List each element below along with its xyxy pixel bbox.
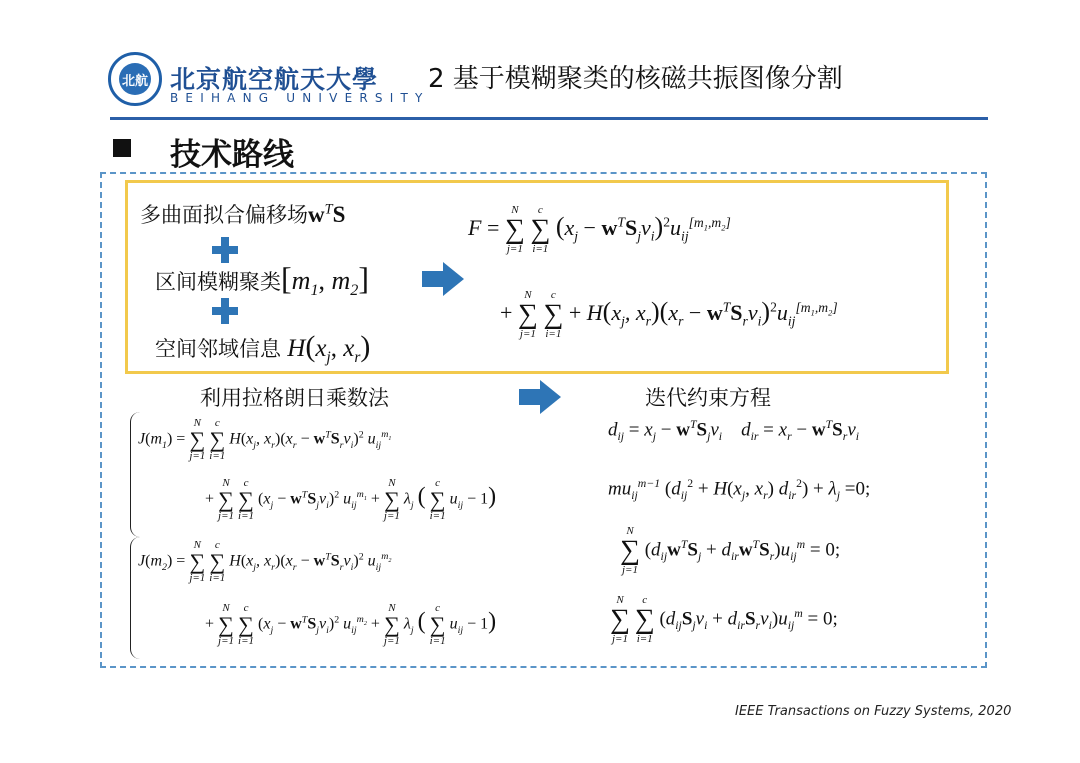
distance-definitions: $d_{ij} = x_j - w^TS_jv_i$ $d_{ir} = x_r - w^TS_rv_i$ (608, 418, 860, 444)
lagrangian-m2-line1: $J(m_2)$ = N ∑ j=1 c ∑ i=1 $H(x_j$, $x_r)(x_r - w^TS_rv_i)^2$ $u_{ij}^{m_2}$ (138, 539, 392, 584)
university-logo-english: BEIHANG UNIVERSITY (170, 91, 430, 105)
slide-title: 2 基于模糊聚类的核磁共振图像分割 (428, 64, 843, 94)
center-update-equation: N ∑ j=1 c ∑ i=1 $(d_{ij}S_jv_i + d_{ir}S_rv_i)u_{ij}^m = 0$; (610, 594, 838, 645)
objective-function-line2: + N ∑ j=1 c ∑ i=1 + $H(x_j$, $x_r)(x_r - w^TS_rv_i)^2u_{ij}[m1,m2]$ (500, 289, 838, 340)
objective-function-line1: F = N ∑ j=1 c ∑ i=1 $(x_j - w^TS_jv_i)^2u_{ij}[m1,m2]$ (468, 204, 731, 255)
plus-icon (212, 298, 238, 324)
university-logo-chinese: 北京航空航天大學 (170, 65, 379, 94)
bias-field-update-equation: N ∑ j=1 $(d_{ij}w^TS_j + d_{ir}w^TS_r)u_{ij}^m = 0$; (620, 525, 841, 576)
lagrangian-m1-line2: + N ∑ j=1 c ∑ i=1 $(x_j - w^TS_jv_i)^2$ $u_{ij}^{m_1}$ + N ∑ j=1 $\lambda_j$ ( c ∑ i=1 $u_{ij} - 1$) (205, 477, 497, 522)
section-title: 技术路线 (170, 137, 294, 173)
input-bias-field-label: 多曲面拟合偏移场$w^TS$ (140, 201, 346, 227)
lagrange-method-label: 利用拉格朗日乘数法 (200, 386, 389, 410)
iterative-equations-label: 迭代约束方程 (645, 386, 771, 410)
input-spatial-label: 空间邻域信息 $H(x_j$, $x_r$) (155, 330, 371, 366)
arrow-right-icon (422, 262, 464, 296)
membership-update-equation: $mu_{ij}^{m-1}$ ($d_{ij}^2 + H(x_j$, $x_r$) $d_{ir}^2) + \lambda_j =0$; (608, 477, 871, 503)
university-logo-seal: 北航 (108, 52, 162, 106)
arrow-right-icon (519, 380, 561, 414)
footer-citation: IEEE Transactions on Fuzzy Systems, 2020 (735, 704, 1012, 719)
bullet-square-icon (113, 139, 131, 157)
header-divider (110, 117, 988, 120)
input-interval-fuzzy-label: 区间模糊聚类[$m_1$, $m_2$] (155, 260, 369, 300)
lagrangian-m2-line2: + N ∑ j=1 c ∑ i=1 $(x_j - w^TS_jv_i)^2$ $u_{ij}^{m_2}$ + N ∑ j=1 $\lambda_j$ ( c ∑ i=1 $u_{ij} - 1$) (205, 602, 497, 647)
lagrangian-m1-line1: $J(m_1)$ = N ∑ j=1 c ∑ i=1 $H(x_j$, $x_r)(x_r - w^TS_rv_i)^2$ $u_{ij}^{m_1}$ (138, 417, 392, 462)
